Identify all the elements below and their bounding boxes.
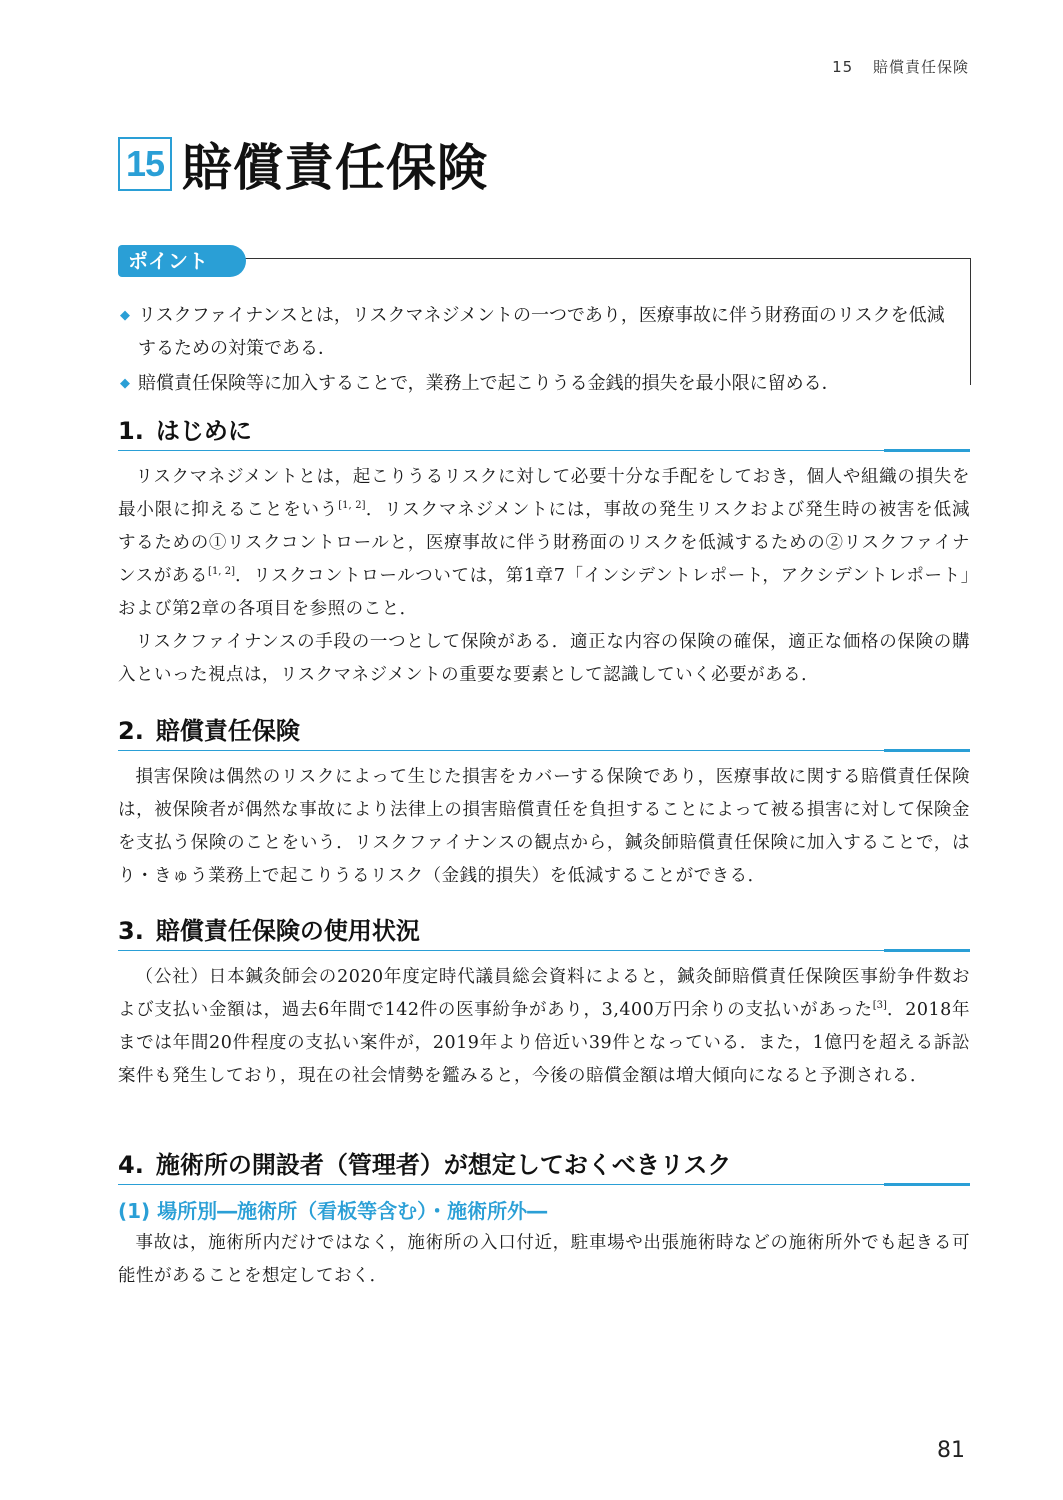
section-title: 賠償責任保険の使用状況 [155, 917, 420, 945]
citation: [1, 2] [208, 566, 236, 578]
paragraph-text: ．2018年までは年間20件程度の支払い案件が，2019年より倍近い39件となっている．また，1億円を超える訴訟案件も発生しており，現在の社会情勢を鑑みると，今後の賠償金額は増大傾向になると予測される． [118, 1000, 970, 1086]
section-3 [118, 912, 970, 1093]
section-4 [118, 1146, 970, 1293]
section-number: 3. [118, 917, 144, 945]
diamond-bullet-icon: ◆ [120, 376, 130, 391]
citation: [3] [872, 1000, 887, 1012]
chapter-number: 15 [118, 137, 172, 191]
paragraph-text: （公社）日本鍼灸師会の2020年度定時代議員総会資料によると，鍼灸師賠償責任保険医事紛争件数および支払い金額は，過去6年間で142件の医事紛争があり，3,400万円余りの支払いがあった [118, 967, 970, 1020]
section-number: 1. [118, 417, 144, 445]
point-item-text: リスクファイナンスとは，リスクマネジメントの一つであり，医療事故に伴う財務面のリスクを低減するための対策である． [138, 305, 945, 359]
paragraph-text: ．リスクコントロールついては，第1章7「インシデントレポート，アクシデントレポート」および第2章の各項目を参照のこと． [118, 566, 970, 619]
section-1 [118, 412, 970, 692]
section-title: はじめに [155, 417, 252, 445]
paragraph: 損害保険は偶然のリスクによって生じた損害をカバーする保険であり，医療事故に関する賠償責任保険は，被保険者が偶然な事故により法律上の損害賠償責任を負担することによって被る損害に対して保険金を支払う保険のことをいう．リスクファイナンスの観点から，鍼灸師賠償責任保険に加入することで，はり・きゅう業務上で起こりうるリスク（金銭的損失）を低減することができる． [118, 767, 970, 886]
running-head [832, 56, 969, 77]
heading-accent-bar [884, 749, 970, 752]
chapter-heading [118, 128, 488, 200]
running-head-title: 賠償責任保険 [872, 58, 969, 76]
chapter-title: 賠償責任保険 [182, 139, 489, 197]
heading-accent-bar [884, 449, 970, 452]
subsection-heading: (1) 場所別―施術所（看板等含む）・施術所外― [118, 1199, 548, 1223]
section-heading [118, 412, 970, 451]
paragraph [118, 961, 970, 1093]
point-box [118, 249, 971, 394]
heading-accent-bar [884, 1183, 970, 1186]
paragraph: リスクファイナンスの手段の一つとして保険がある．適正な内容の保険の確保，適正な価格の保険の購入といった視点は，リスクマネジメントの重要な要素として認識していく必要がある． [118, 632, 970, 685]
point-list [118, 299, 956, 402]
section-2 [118, 712, 970, 893]
point-item-text: 賠償責任保険等に加入することで，業務上で起こりうる金銭的損失を最小限に留める． [138, 373, 840, 394]
section-title: 施術所の開設者（管理者）が想定しておくべきリスク [155, 1151, 732, 1179]
heading-accent-bar [884, 949, 970, 952]
paragraph-text: リスクマネジメントとは，起こりうるリスクに対して必要十分な手配をしておき，個人や組織の損失を最小限に抑えることをいう [118, 467, 970, 520]
citation: [1, 2] [338, 500, 366, 512]
page-number: 81 [937, 1438, 965, 1463]
paragraph [118, 461, 970, 626]
point-item [118, 299, 956, 365]
section-title: 賠償責任保険 [155, 717, 300, 745]
point-label: ポイント [118, 245, 246, 277]
section-heading [118, 1146, 970, 1185]
running-head-number: 15 [832, 58, 854, 76]
section-number: 4. [118, 1151, 144, 1179]
paragraph: 事故は，施術所内だけではなく，施術所の入口付近，駐車場や出張施術時などの施術所外でも起きる可能性があることを想定しておく． [118, 1233, 970, 1286]
section-heading [118, 912, 970, 951]
paragraph-text: ．リスクマネジメントには，事故の発生リスクおよび発生時の被害を低減するための①リスクコントロールと，医療事故に伴う財務面のリスクを低減するための②リスクファイナンスがある [118, 500, 971, 586]
section-heading [118, 712, 970, 751]
section-number: 2. [118, 717, 144, 745]
point-item [118, 367, 956, 400]
diamond-bullet-icon: ◆ [120, 308, 130, 323]
